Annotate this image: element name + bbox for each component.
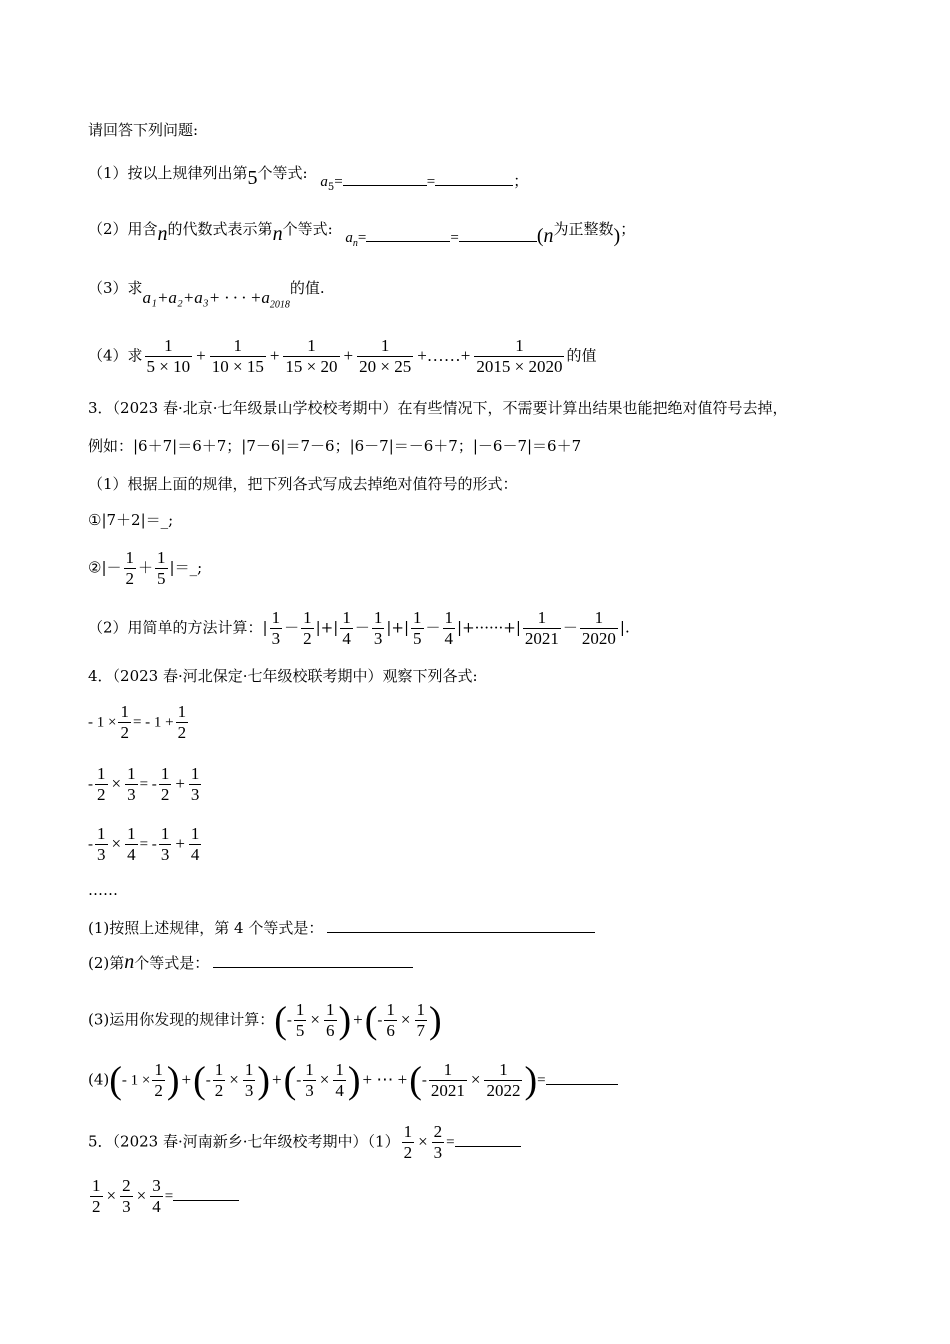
intro-text: 请回答下列问题:	[88, 121, 199, 139]
fraction: $\frac{1}{3}$	[160, 824, 170, 864]
q2-p1-pre: （1）按以上规律列出第	[88, 164, 248, 182]
q2-p1-blank1[interactable]	[343, 185, 427, 186]
fraction: $\frac{1}{2}$	[125, 548, 135, 588]
q4-p1-blank[interactable]	[327, 932, 595, 933]
q2-p2-sub: n	[352, 238, 358, 249]
fraction: $\frac{1}{2015 \times 2020}$	[476, 336, 563, 376]
q3-title: 3．（2023 春·北京·七年级景山学校校考期中）在有些情况下，不需要计算出结果也能把绝对值符号去掉，	[88, 399, 788, 417]
q2-part3	[88, 278, 325, 311]
q2-p1-num: 5	[247, 167, 258, 189]
fraction: $\frac{1}{3}$	[97, 824, 106, 864]
fraction: $\frac{1}{3}$	[373, 608, 383, 648]
q2-p3-end: 的值.	[289, 279, 325, 297]
q3-part1: （1）根据上面的规律，把下列各式写成去掉绝对值符号的形式：	[88, 475, 518, 493]
q5-blank1[interactable]	[455, 1146, 521, 1147]
q2-p1-end: ；	[513, 172, 529, 190]
fraction: $\frac{1}{3}$	[190, 764, 200, 804]
q4-title: 4．（2023 春·河北保定·七年级校联考期中）观察下列各式:	[88, 667, 478, 685]
q2-p4-pre: （4）求	[88, 346, 143, 365]
q4-p4-blank[interactable]	[546, 1084, 618, 1085]
fraction: $\frac{3}{4}$	[152, 1176, 161, 1216]
q4-part4: (4)(- 1 × $\frac{1}{2}$ ) +(- $\frac{1}{2}$ × $\frac{1}{3}$ ) +(- $\frac{1}{3}$ × $\frac{1}{4}$ ) + ⋯ +(- $\frac{1}{2021}$ × $\frac{1}{2022}$ )=	[88, 1060, 618, 1101]
fraction: $\frac{1}{2021}$	[524, 608, 559, 648]
q2-p3-pre: （3）求	[88, 279, 143, 297]
fraction: $\frac{1}{4}$	[335, 1060, 344, 1100]
q2-p1-eq2: =	[426, 174, 436, 190]
q2-p2-open: (	[536, 225, 544, 247]
q2-p2-close: )	[613, 225, 621, 247]
q2-p4-end: 的值	[566, 346, 597, 365]
q5-blank2[interactable]	[173, 1200, 239, 1201]
q5-part2: $\frac{1}{2}$ × $\frac{2}{3}$ × $\frac{3}{4}$ =	[88, 1176, 239, 1217]
fraction: $\frac{1}{6}$	[386, 1000, 395, 1040]
fraction: $\frac{1}{10 \times 15}$	[211, 336, 264, 376]
q2-part1	[88, 162, 529, 193]
fraction: $\frac{1}{3}$	[305, 1060, 314, 1100]
fraction: $\frac{1}{2020}$	[581, 608, 616, 648]
fraction: $\frac{1}{5}$	[413, 608, 422, 648]
q4-p2-blank[interactable]	[213, 967, 413, 968]
fraction: $\frac{1}{20 \times 25}$	[359, 336, 412, 376]
q2-p2-n: n	[157, 223, 168, 245]
q3-example: 例如：|6＋7|＝6＋7；|7－6|＝7－6；|6－7|＝－6＋7；|－6－7|＝6＋7	[88, 437, 582, 455]
q2-p1-a: a	[320, 174, 328, 190]
fraction: $\frac{1}{3}$	[271, 608, 281, 648]
fraction: $\frac{1}{3}$	[127, 764, 136, 804]
q4-part2: (2)第n个等式是：	[88, 952, 413, 973]
q2-p1-blank2[interactable]	[435, 185, 513, 186]
fraction: $\frac{1}{5}$	[295, 1000, 305, 1040]
q4-eq3: - $\frac{1}{3}$ × $\frac{1}{4}$ = - $\frac{1}{3}$ + $\frac{1}{4}$	[88, 824, 200, 864]
q2-p2-eq: =	[357, 230, 367, 246]
q4-dots: ……	[88, 881, 118, 899]
q2-p2-mid2: 个等式:	[282, 220, 333, 238]
q2-part4: （4）求 $\frac{1}{5 \times 10}$ + $\frac{1}{10 \times 15}$ + $\frac{1}{15 \times 20}$ + $\frac{1}{20 \times 25}$ +……+ $\frac{1}{2015 \times 2020}$ 的值	[88, 336, 597, 376]
q2-p2-blank2[interactable]	[459, 241, 537, 242]
q2-p2-note: 为正整数	[553, 220, 614, 238]
fraction: $\frac{1}{2022}$	[486, 1060, 521, 1100]
fraction: $\frac{1}{4}$	[444, 608, 454, 648]
fraction: $\frac{1}{7}$	[416, 1000, 425, 1040]
fraction: $\frac{1}{2}$	[154, 1060, 163, 1100]
fraction: $\frac{1}{15 \times 20}$	[285, 336, 338, 376]
fraction: $\frac{2}{3}$	[122, 1176, 131, 1216]
q2-p4-dots: +……+	[417, 345, 471, 365]
fraction: $\frac{1}{6}$	[326, 1000, 335, 1040]
fraction: $\frac{1}{2}$	[97, 764, 106, 804]
fraction: $\frac{1}{4}$	[342, 608, 351, 648]
fraction: $\frac{1}{3}$	[244, 1060, 254, 1100]
fraction: $\frac{1}{2}$	[160, 764, 170, 804]
fraction: $\frac{2}{3}$	[433, 1122, 443, 1162]
q2-p2-mid: 的代数式表示第	[167, 220, 273, 238]
q2-p2-n2: n	[272, 223, 283, 245]
fraction: $\frac{1}{2}$	[303, 608, 312, 648]
fraction: $\frac{1}{2}$	[403, 1122, 413, 1162]
q2-p2-eq2: =	[450, 230, 459, 246]
q2-p2-pre: （2）用含	[88, 220, 158, 238]
q2-p1-eq: =	[334, 174, 343, 190]
q4-part3: (3)运用你发现的规律计算：(- $\frac{1}{5}$ × $\frac{1}{6}$ ) +(- $\frac{1}{6}$ × $\frac{1}{7}$ )	[88, 999, 442, 1042]
q3-case2: ②|－ $\frac{1}{2}$ ＋ $\frac{1}{5}$ |＝_;	[88, 548, 203, 588]
fraction: $\frac{1}{2}$	[214, 1060, 224, 1100]
q2-p1-mid: 个等式:	[257, 164, 308, 182]
fraction: $\frac{1}{2021}$	[430, 1060, 465, 1100]
fraction: $\frac{1}{5 \times 10}$	[146, 336, 191, 376]
fraction: $\frac{1}{4}$	[190, 824, 200, 864]
fraction: $\frac{1}{2}$	[120, 702, 129, 742]
q5-title: 5．（2023 春·河南新乡·七年级校考期中）（1） $\frac{1}{2}$ × $\frac{2}{3}$ =	[88, 1122, 521, 1163]
q4-part1: (1)按照上述规律，第 4 个等式是：	[88, 918, 595, 938]
q2-p2-a: a	[345, 230, 353, 246]
q2-p3-expr: a₁+a₂+a₃+ · · · $+a_{2018}$	[142, 288, 290, 311]
q3-case1: ①|7＋2|＝_;	[88, 511, 174, 529]
q2-p2-blank1[interactable]	[366, 241, 450, 242]
q2-part2	[88, 218, 636, 249]
fraction: $\frac{1}{2}$	[177, 702, 187, 742]
q2-p2-n3: n	[543, 225, 554, 247]
fraction: $\frac{1}{4}$	[127, 824, 136, 864]
q3-part2: （2）用简单的方法计算：| $\frac{1}{3}$ － $\frac{1}{2}$ |+| $\frac{1}{4}$ － $\frac{1}{3}$ |+| $\frac{1}{5}$ － $\frac{1}{4}$ |+······+| $\frac{1}{2021}$ － $\frac{1}{2020}$ |.	[88, 608, 630, 648]
q4-eq1: - 1 × $\frac{1}{2}$ = - 1 + $\frac{1}{2}$	[88, 702, 187, 742]
q2-p2-end: ；	[620, 220, 636, 238]
fraction: $\frac{1}{2}$	[92, 1176, 101, 1216]
fraction: $\frac{1}{5}$	[157, 548, 166, 588]
q4-eq2: - $\frac{1}{2}$ × $\frac{1}{3}$ = - $\frac{1}{2}$ + $\frac{1}{3}$	[88, 764, 200, 804]
q2-p1-sub: 5	[327, 182, 335, 193]
